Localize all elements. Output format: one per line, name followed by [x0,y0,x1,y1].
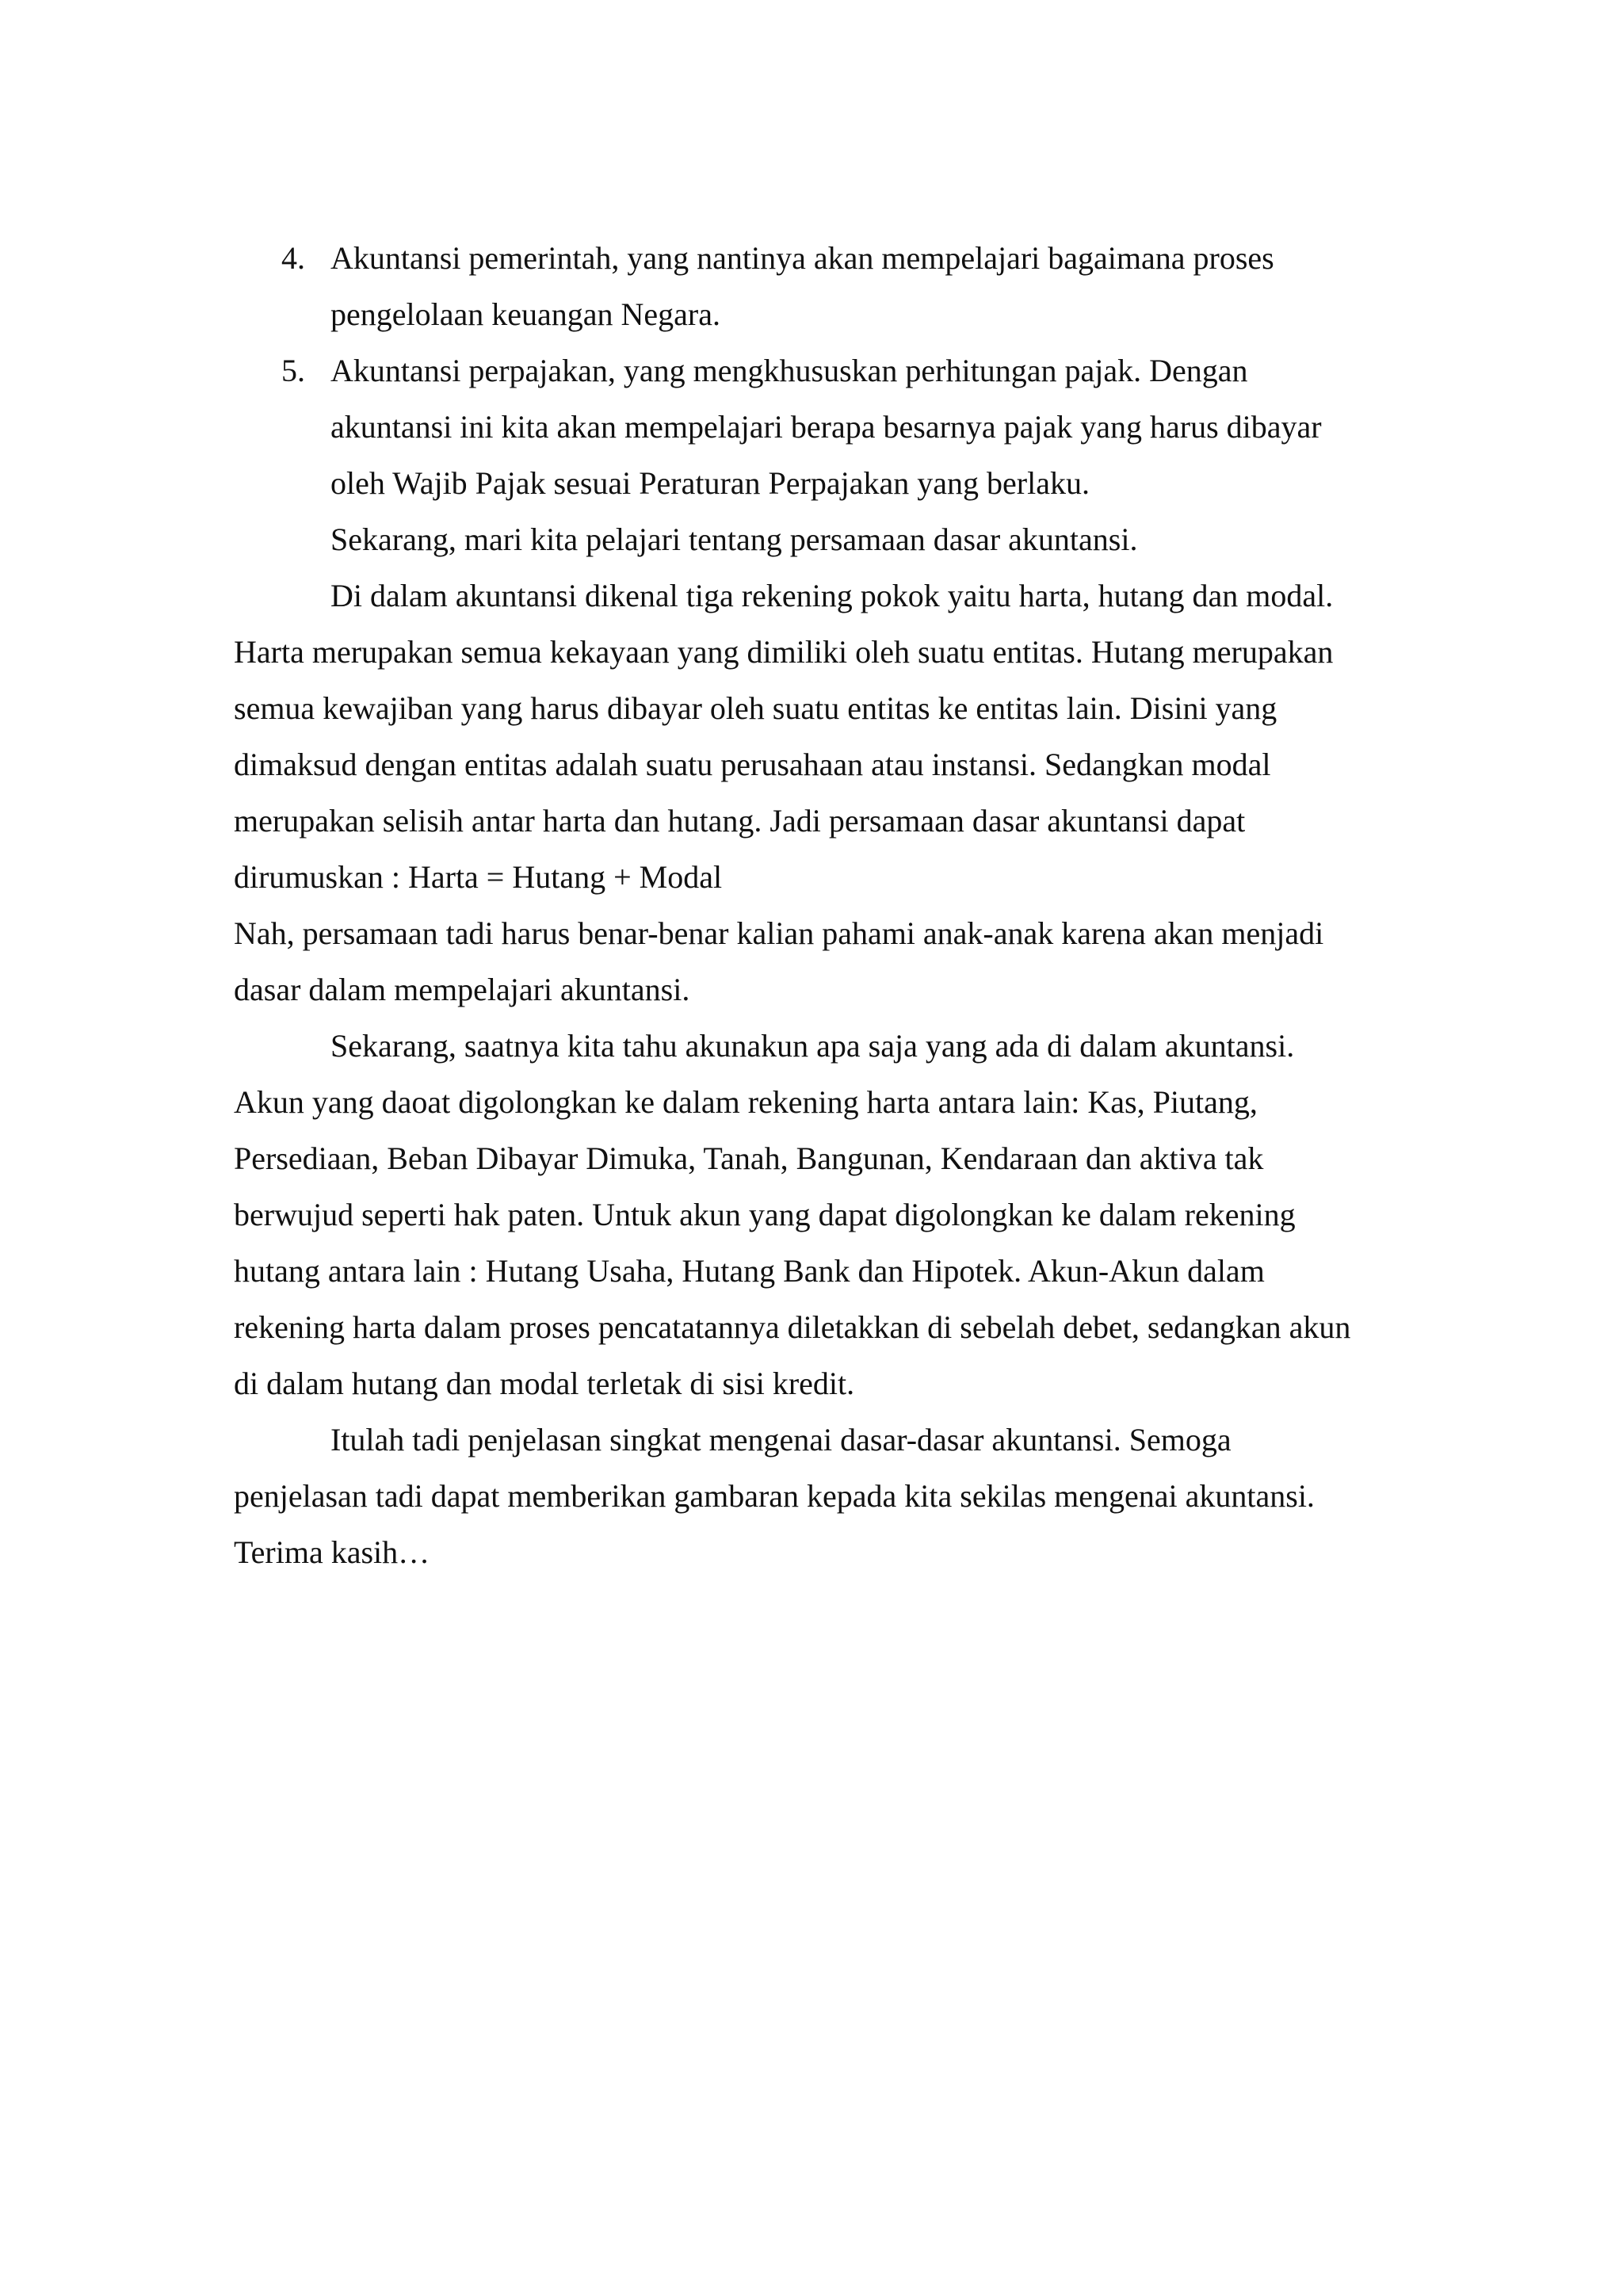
list-item-number: 5. [281,353,305,388]
list-item-number: 4. [281,240,305,276]
paragraph-2-line: Nah, persamaan tadi harus benar-benar kalian pahami anak-anak karena akan menjadi [234,915,1324,951]
list-item-text: Akuntansi pemerintah, yang nantinya akan mempelajari bagaimana proses [330,240,1274,276]
paragraph-1-line: dimaksud dengan entitas adalah suatu perusahaan atau instansi. Sedangkan modal [234,747,1271,782]
list-item-4-line-2: pengelolaan keuangan Negara. [330,296,720,332]
paragraph-3-line: Sekarang, saatnya kita tahu akunakun apa saja yang ada di dalam akuntansi. [330,1028,1295,1064]
paragraph-3-line: Persediaan, Beban Dibayar Dimuka, Tanah, Bangunan, Kendaraan dan aktiva tak [234,1140,1264,1176]
list-item-text: Akuntansi perpajakan, yang mengkhususkan perhitungan pajak. Dengan [330,353,1248,388]
paragraph-2-line: dasar dalam mempelajari akuntansi. [234,972,690,1007]
paragraph-4-line: Itulah tadi penjelasan singkat mengenai dasar-dasar akuntansi. Semoga [330,1422,1232,1457]
list-item-5-line-3: oleh Wajib Pajak sesuai Peraturan Perpajakan yang berlaku. [330,465,1090,501]
paragraph-1-line: Di dalam akuntansi dikenal tiga rekening pokok yaitu harta, hutang dan modal. [330,578,1334,613]
paragraph-1-line: semua kewajiban yang harus dibayar oleh suatu entitas ke entitas lain. Disini yang [234,690,1277,726]
paragraph-1-line: Harta merupakan semua kekayaan yang dimiliki oleh suatu entitas. Hutang merupakan [234,634,1334,670]
accounting-equation-line: dirumuskan : Harta = Hutang + Modal [234,859,723,895]
paragraph-3-line: di dalam hutang dan modal terletak di sisi kredit. [234,1366,855,1401]
document-body [234,230,1407,1580]
paragraph-3-line: hutang antara lain : Hutang Usaha, Hutang Bank dan Hipotek. Akun-Akun dalam [234,1253,1265,1289]
paragraph-3-line: rekening harta dalam proses pencatatannya diletakkan di sebelah debet, sedangkan akun [234,1309,1351,1345]
paragraph-3-line: Akun yang daoat digolongkan ke dalam rekening harta antara lain: Kas, Piutang, [234,1084,1258,1120]
list-item-5-line-1 [234,342,1407,399]
paragraph-4-line: penjelasan tadi dapat memberikan gambaran kepada kita sekilas mengenai akuntansi. [234,1478,1315,1514]
paragraph-3-line: berwujud seperti hak paten. Untuk akun yang dapat digolongkan ke dalam rekening [234,1197,1296,1232]
closing-line: Terima kasih… [234,1534,430,1570]
intro-line: Sekarang, mari kita pelajari tentang persamaan dasar akuntansi. [330,521,1138,557]
list-item-5-line-2: akuntansi ini kita akan mempelajari berapa besarnya pajak yang harus dibayar [330,409,1322,445]
paragraph-1-line: merupakan selisih antar harta dan hutang. Jadi persamaan dasar akuntansi dapat [234,803,1246,839]
list-item-4-line-1 [234,230,1407,286]
